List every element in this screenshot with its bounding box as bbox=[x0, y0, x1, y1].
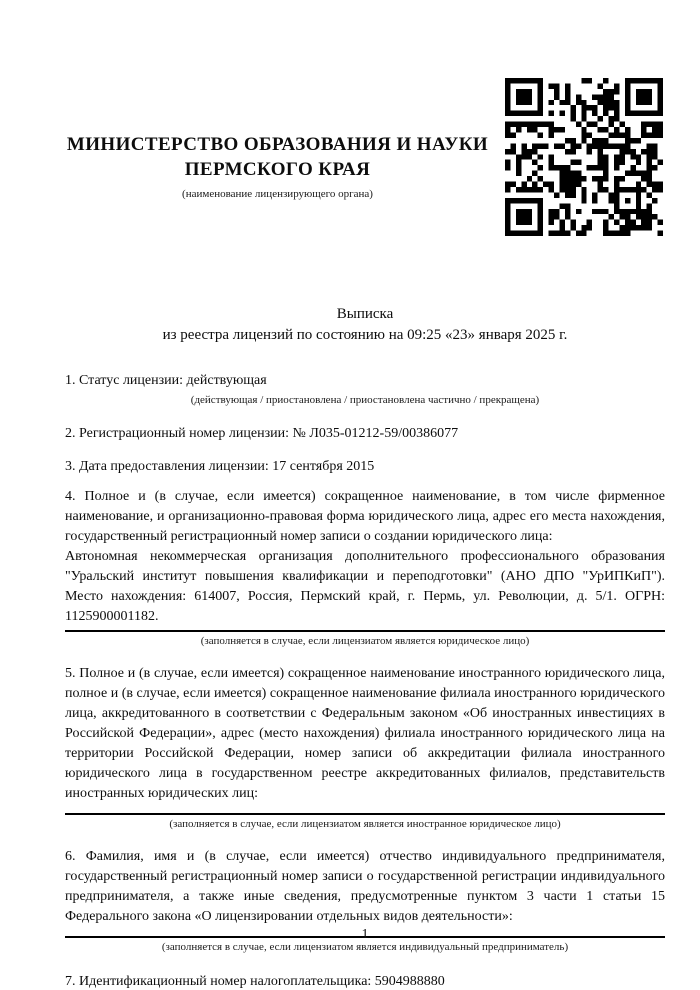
section-5-foreign-entity-text: 5. Полное и (в случае, если имеется) сокращенное наименование иностранного юридического лица, полное и (в случае, если имеется) сокращенное наименование филиала иностранного юридического лица, аккредитованного в соответствии с Федеральным законом «Об иностранных инвестициях в Российской Федерации», адрес (место нахождения) филиала иностранного юридического лица на территории Российской Федерации, номер записи об аккредитации филиала иностранного юридического лица в государственном реестре аккредитованных филиалов, представительств иностранных юридических лиц: bbox=[65, 666, 665, 801]
fill-in-rule-section-4 bbox=[65, 630, 665, 632]
ministry-name-line2: ПЕРМСКОГО КРАЯ bbox=[184, 159, 371, 180]
section-4-legal-entity-value: Автономная некоммерческая организация дополнительного профессионального образования "Уральский институт повышения квалификации и переподготовки" (АНО ДПО "УрИПКиП"). Место нахождения: 614007, Россия, Пермский край, г. Пермь, ул. Революции, д. 5/1. ОГРН: 1125900001182. bbox=[65, 549, 665, 624]
doc-title: Выписка bbox=[336, 306, 394, 322]
section-1-note: (действующая / приостановлена / приостановлена частично / прекращена) bbox=[190, 394, 540, 406]
section-6-entrepreneur-text: 6. Фамилия, имя и (в случае, если имеется) отчество индивидуального предпринимателя, государственный регистрационный номер записи о государственной регистрации индивидуального предпринимателя, а также иные сведения, предусмотренные пунктом 3 части 1 статьи 15 Федерального закона «О лицензировании отдельных видов деятельности»: bbox=[65, 849, 665, 924]
document-body bbox=[65, 304, 665, 990]
section-4-legal-entity-text: 4. Полное и (в случае, если имеется) сокращенное наименование, в том числе фирменное наименование, и организационно-правовая форма юридического лица, адрес его места нахождения, государственный регистрационный номер записи о создании юридического лица: bbox=[65, 489, 665, 544]
section-4-note: (заполняется в случае, если лицензиатом является юридическое лицо) bbox=[200, 635, 530, 647]
ministry-caption: (наименование лицензирующего органа) bbox=[182, 188, 373, 200]
qr-code-icon bbox=[505, 78, 663, 236]
section-7-taxpayer-number: 7. Идентификационный номер налогоплательщика: 5904988880 bbox=[65, 974, 445, 989]
page-number: 1 bbox=[361, 927, 369, 942]
licensing-authority-header bbox=[45, 132, 510, 201]
doc-subtitle: из реестра лицензий по состоянию на 09:25 «23» января 2025 г. bbox=[162, 327, 568, 343]
section-2-registration-number: 2. Регистрационный номер лицензии: № Л035-01212-59/00386077 bbox=[65, 426, 459, 441]
ministry-name-line1: МИНИСТЕРСТВО ОБРАЗОВАНИЯ И НАУКИ bbox=[66, 134, 489, 155]
section-1-license-status: 1. Статус лицензии: действующая bbox=[65, 373, 267, 388]
section-3-license-date: 3. Дата предоставления лицензии: 17 сентября 2015 bbox=[65, 459, 375, 474]
fill-in-rule-section-5 bbox=[65, 813, 665, 815]
section-5-note: (заполняется в случае, если лицензиатом является иностранное юридическое лицо) bbox=[169, 818, 561, 830]
section-6-note: (заполняется в случае, если лицензиатом является индивидуальный предприниматель) bbox=[161, 941, 569, 953]
